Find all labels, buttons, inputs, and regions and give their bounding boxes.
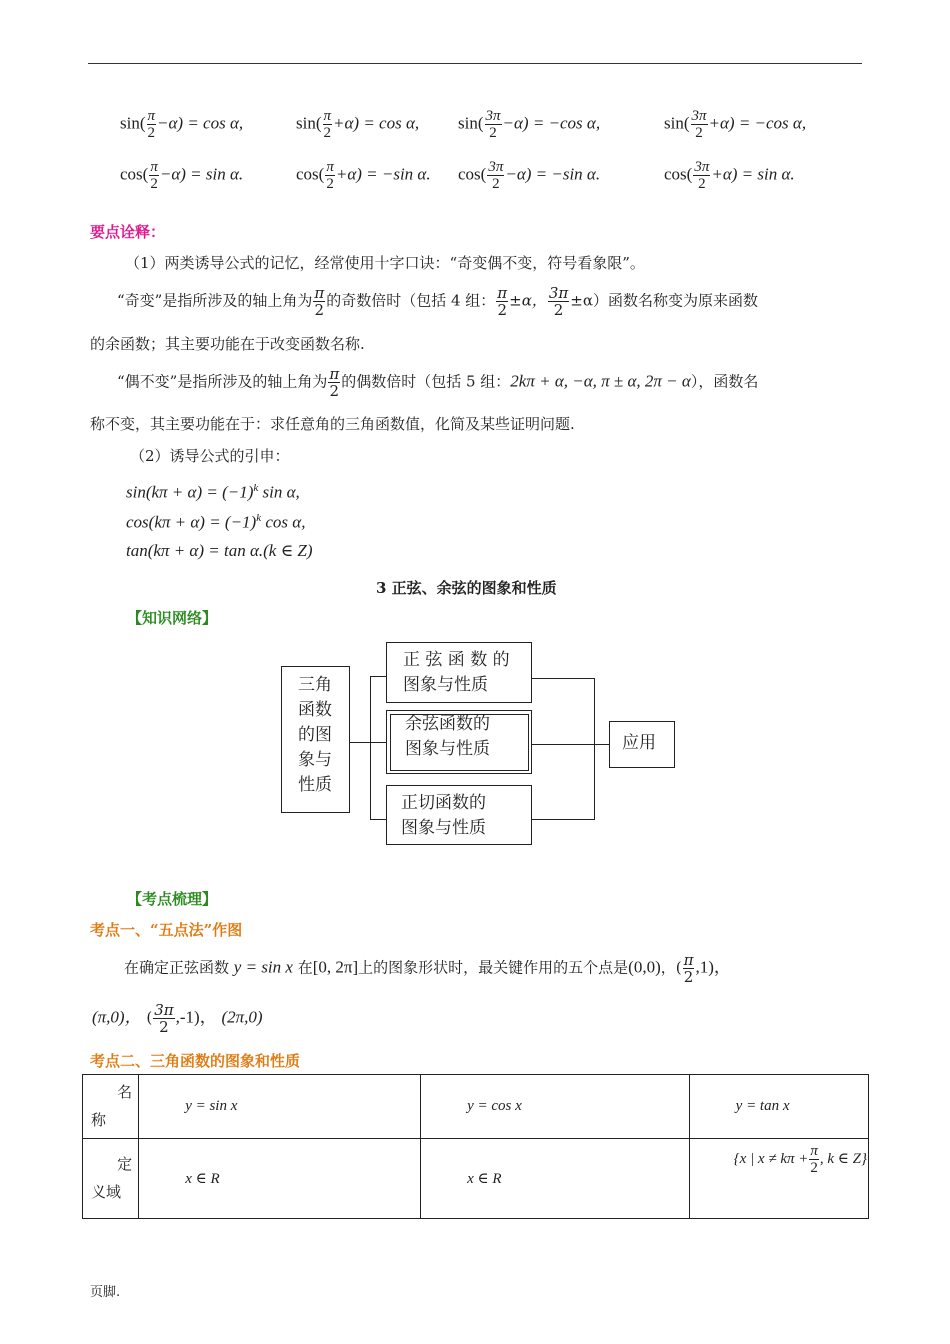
cell-cos-domain: x ∈ R xyxy=(421,1139,690,1219)
ext-formula-1: $\sin(k\pi + \alpha) = (-1)^k$ sin α, xyxy=(126,482,300,502)
section-title: 3 正弦、余弦的图象和性质 xyxy=(376,579,557,597)
connector-to-sine xyxy=(370,676,386,677)
table-row-domain xyxy=(83,1139,869,1219)
trig-properties-table xyxy=(82,1074,869,1219)
formula-r2c1: cos( $\frac{\pi}{2}$ −α) = sin α. xyxy=(120,159,244,192)
connector-to-tangent xyxy=(370,819,386,820)
connector-from-tangent xyxy=(532,819,594,820)
page-footer: 页脚. xyxy=(90,1285,121,1300)
notes-p3: “偶不变”是指所涉及的轴上角为 $\frac{\pi}{2}$ 的偶数倍时（包括 5 组：2kπ + α, −α, π ± α, 2π − α），函数名 xyxy=(117,365,759,400)
header-rule xyxy=(88,63,862,64)
cell-tan-name: y = tan x xyxy=(689,1075,868,1139)
diagram-cosine-inner-border xyxy=(390,714,529,771)
cell-sin-domain: x ∈ R xyxy=(139,1139,421,1219)
cell-sin-name: y = sin x xyxy=(139,1075,421,1139)
connector-from-cosine xyxy=(532,744,609,745)
formula-r2c4: cos( $\frac{3\pi}{2}$ +α) = sin α. xyxy=(664,159,795,192)
diagram-tangent-box: 正切函数的 图象与性质 xyxy=(386,785,532,845)
review-heading: 【考点梳理】 xyxy=(127,890,218,908)
knowledge-heading: 【知识网络】 xyxy=(127,609,218,627)
connector-root xyxy=(350,742,370,743)
cell-tan-domain: {x | x ≠ kπ + $\frac{\pi}{2}$ , k ∈ Z} xyxy=(689,1139,868,1219)
notes-p4: （2）诱导公式的引申： xyxy=(130,447,290,465)
formula-r1c3: sin( $\frac{3\pi}{2}$ −α) = −cos α, xyxy=(458,108,601,141)
notes-p3-line2: 称不变，其主要功能在于：求任意角的三角函数值，化简及某些证明问题. xyxy=(90,415,575,433)
connector-left-vertical xyxy=(370,676,371,819)
notes-heading: 要点诠释： xyxy=(90,223,166,241)
row-header-domain: 定 义域 xyxy=(83,1139,139,1219)
table-row-name xyxy=(83,1075,869,1139)
kp1-text-line2: (π,0)， ( $\frac{3\pi}{2}$ ,-1)， (2π,0) xyxy=(92,1001,263,1036)
connector-from-sine xyxy=(532,678,594,679)
connector-right-vertical xyxy=(594,678,595,820)
kp1-heading: 考点一、“五点法”作图 xyxy=(90,921,243,939)
notes-p1: （1）两类诱导公式的记忆，经常使用十字口诀：“奇变偶不变，符号看象限”。 xyxy=(125,254,645,272)
ext-formula-2: $\cos(k\pi + \alpha) = (-1)^k$ cos α, xyxy=(126,512,306,532)
formula-r2c3: cos( $\frac{3\pi}{2}$ −α) = −sin α. xyxy=(458,159,601,192)
diagram-app-box: 应用 xyxy=(609,721,675,768)
notes-p2: “奇变”是指所涉及的轴上角为 $\frac{\pi}{2}$ 的奇数倍时（包括 4 组： $\frac{\pi}{2}$ ±α， $\frac{3\pi}{2}$ ±α）函数名称变为原来函数 xyxy=(117,284,758,319)
connector-to-cosine xyxy=(370,742,386,743)
row-header-name: 名 称 xyxy=(83,1075,139,1139)
formula-r2c2: cos( $\frac{\pi}{2}$ +α) = −sin α. xyxy=(296,159,431,192)
formula-r1c1: sin( $\frac{\pi}{2}$ −α) = cos α, xyxy=(120,108,244,141)
notes-p2-line2: 的余函数；其主要功能在于改变函数名称. xyxy=(90,335,365,353)
diagram-sine-box: 正 弦 函 数 的 图象与性质 xyxy=(386,642,532,703)
diagram-cosine-box: 余弦函数的 图象与性质 xyxy=(386,710,532,774)
cell-cos-name: y = cos x xyxy=(421,1075,690,1139)
formula-r1c4: sin( $\frac{3\pi}{2}$ +α) = −cos α, xyxy=(664,108,807,141)
kp1-text: 在确定正弦函数 y = sin x 在[0, 2π]上的图象形状时，最关键作用的五个点是(0,0)，( $\frac{\pi}{2}$ ,1)， xyxy=(124,951,731,986)
diagram-root-box: 三角 函数 的图 象与 性质 xyxy=(281,666,350,813)
ext-formula-3: tan(kπ + α) = tan α.(k ∈ Z) xyxy=(126,541,313,560)
formula-r1c2: sin( $\frac{\pi}{2}$ +α) = cos α, xyxy=(296,108,420,141)
kp2-heading: 考点二、三角函数的图象和性质 xyxy=(90,1052,301,1070)
